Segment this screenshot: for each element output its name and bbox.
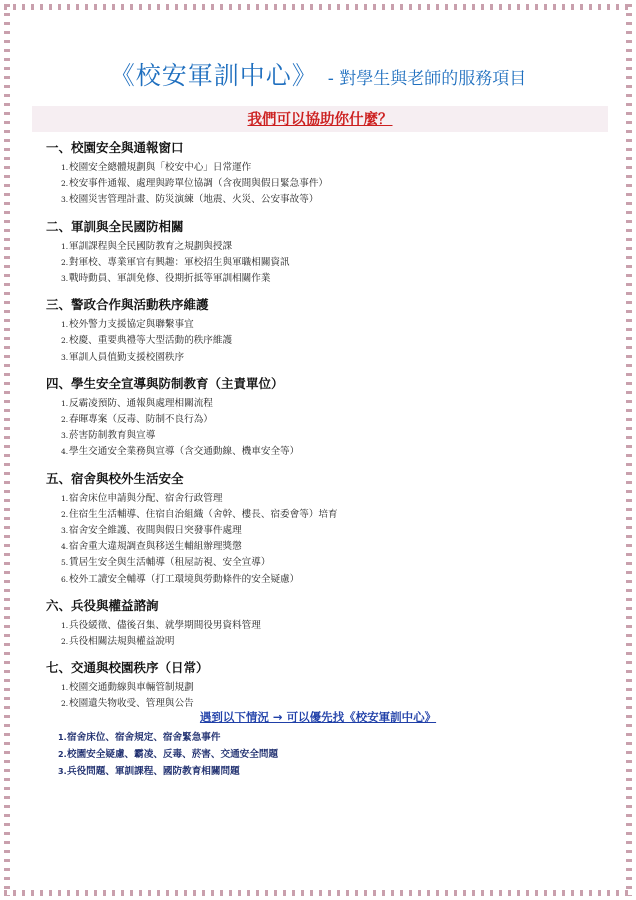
item-number: 1. [61,241,69,251]
list-item [61,634,606,650]
list-item [61,255,606,271]
item-text: 兵役相關法規與權益說明 [69,636,175,648]
decorative-border-bottom [4,890,632,896]
section-items [46,491,606,588]
item-text: 校慶、重要典禮等大型活動的秩序維護 [69,335,233,347]
page-title [0,56,636,92]
question-banner [32,106,608,132]
priority-list [58,730,278,780]
banner-text: 我們可以協助你什麼？ [247,112,393,128]
item-number: 2. [61,257,69,267]
list-item [61,523,606,539]
priority-heading [0,706,636,725]
item-number: 2. [61,509,69,519]
section-items [46,317,606,366]
section [46,374,606,461]
item-text: 賃居生安全與生活輔導（租屋訪視、安全宣導） [69,557,271,569]
section-title: 二、軍訓與全民國防相關 [46,218,184,234]
item-text: 校園交通動線與車輛管制規劃 [69,682,194,694]
item-number: 1. [61,163,69,172]
list-item [61,618,606,634]
item-text: 校外工讀安全輔導（打工環境與勞動條件的安全疑慮） [69,573,300,585]
list-item [61,539,606,555]
list-item [61,680,606,696]
decorative-border-left [4,4,10,896]
item-text: 校園遺失物收受、管理與公告 [69,698,194,710]
item-number: 2. [61,415,69,425]
section-items [46,239,606,288]
item-text: 反霸凌預防、通報與處理相關流程 [69,397,213,409]
priority-heading-text: 遇到以下情況 → 可以優先找《校安軍訓中心》 [199,710,437,724]
item-text: 宿舍安全維護、夜間與假日突發事件處理 [69,525,242,537]
list-item [61,176,606,192]
list-item [61,491,606,507]
list-item [61,396,606,412]
item-text: 學生交通安全業務與宣導（含交通動線、機車安全等） [69,446,300,458]
section [46,138,606,209]
item-number: 6. [61,574,69,584]
list-item [61,333,606,349]
item-text: 春暉專案（反毒、防制不良行為） [69,414,213,426]
section [46,469,606,588]
item-number: 5. [61,558,69,568]
section [46,658,606,712]
item-number: 1. [61,620,69,630]
section-title: 一、校園安全與通報窗口 [46,140,184,155]
priority-text: 校園安全疑慮、霸凌、反毒、菸害、交通安全問題 [67,748,279,760]
service-sections [46,138,606,713]
list-item [61,239,606,255]
section-items [46,618,606,650]
decorative-border-top [4,4,632,10]
priority-number: 1. [58,733,67,742]
item-text: 校安事件通報、處理與跨單位協調（含夜間與假日緊急事件） [69,178,329,190]
item-text: 對軍校、專業軍官有興趣：軍校招生與軍職相關資訊 [69,256,290,268]
priority-text: 宿舍床位、宿舍規定、宿舍緊急事件 [67,732,221,743]
item-number: 1. [61,493,69,503]
item-number: 3. [61,195,69,205]
item-number: 3. [61,431,69,441]
section-items [46,160,606,209]
item-text: 校園安全總體規劃與「校安中心」日常運作 [69,162,252,173]
item-number: 2. [61,336,69,346]
section-title: 七、交通與校園秩序（日常） [46,660,209,676]
item-text: 宿舍床位申請與分配、宿舍行政管理 [69,492,223,504]
section-title: 五、宿舍與校外生活安全 [46,470,184,486]
list-item [61,412,606,428]
item-text: 校外警力支援協定與聯繫事宜 [69,319,194,331]
priority-number: 2. [58,749,67,759]
item-number: 4. [61,447,69,457]
priority-number: 3. [58,766,67,776]
section-title: 四、學生安全宣導與防制教育（主責單位） [46,375,284,391]
item-number: 3. [61,526,69,536]
section [46,295,606,366]
item-text: 宿舍重大違規調查與移送生輔組辦理獎懲 [69,541,242,553]
item-text: 校園災害管理計畫、防災演練（地震、火災、公安事故等） [69,194,319,206]
item-number: 3. [61,274,69,284]
item-number: 1. [61,683,69,693]
item-text: 住宿生生活輔導、住宿自治組織（舍幹、樓長、宿委會等）培育 [69,508,338,520]
item-text: 軍訓人員值勤支援校園秩序 [69,351,185,363]
list-item [61,444,606,460]
priority-item [58,747,278,764]
item-text: 兵役緩徵、儘後召集、就學期間役男資料管理 [69,619,261,631]
item-number: 2. [61,179,69,189]
item-text: 菸害防制教育與宣導 [69,430,156,442]
title-main: 《校安軍訓中心》 [109,61,318,90]
item-number: 4. [61,542,69,552]
section-title: 三、警政合作與活動秩序維護 [46,297,209,313]
priority-text: 兵役問題、軍訓課程、國防教育相關問題 [67,765,240,777]
item-text: 戰時動員、軍訓免修、役期折抵等軍訓相關作業 [69,273,271,285]
list-item [61,160,606,176]
item-number: 3. [61,352,69,362]
list-item [61,555,606,571]
list-item [61,271,606,287]
section [46,596,606,650]
priority-item [58,730,278,747]
list-item [61,507,606,523]
priority-item [58,764,278,781]
section-title: 六、兵役與權益諮詢 [46,597,159,613]
item-number: 1. [61,398,69,408]
list-item [61,350,606,366]
list-item [61,192,606,208]
list-item [61,317,606,333]
item-text: 軍訓課程與全民國防教育之規劃與授課 [69,240,233,252]
list-item [61,572,606,588]
item-number: 2. [61,637,69,647]
section [46,217,606,288]
decorative-border-right [626,4,632,896]
list-item [61,428,606,444]
section-items [46,396,606,461]
item-number: 2. [61,699,69,709]
item-number: 1. [61,320,69,330]
title-subtitle: - 對學生與老師的服務項目 [327,69,527,89]
